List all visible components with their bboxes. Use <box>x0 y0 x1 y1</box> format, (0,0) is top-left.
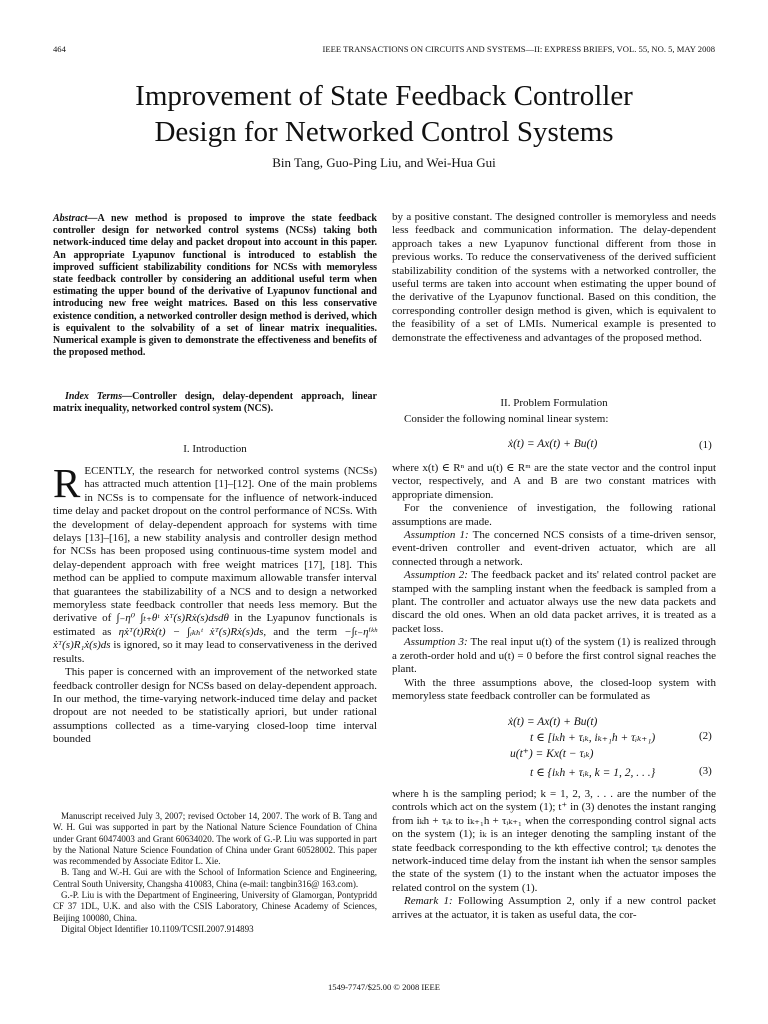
equation-2-number: (2) <box>699 730 712 742</box>
section-heading-introduction: I. Introduction <box>183 443 247 455</box>
footnote-manuscript: Manuscript received July 3, 2007; revised October 14, 2007. The work of B. Tang and W. H. Gui was supported in part by the National Nature Science Foundation of China under Grant 60474003 and Grant 60634020. The work of G.-P. Liu was supported in part by the National Nature Science Foundation of China under Grant 60528002. This paper was recommended by Associate Editor L. Xie. <box>53 811 377 867</box>
index-terms <box>53 391 377 415</box>
index-terms-text: Controller design, delay-dependent approach, linear matrix inequality, networked control system (NCS). <box>53 391 377 415</box>
right-para-definitions <box>392 788 716 922</box>
footnote-affiliation-1: B. Tang and W.-H. Gui are with the School of Information Science and Engineering, Central South University, Changsha 410083, China (e-mail: tangbin316@ 163.com). <box>53 867 377 889</box>
abstract-text: A new method is proposed to improve the state feedback controller design for networked control systems (NCSs) taking both network-induced time delay and packet dropout into account in this paper. An appropriate Lyapunov functional is introduced to establish the improved sufficient stabilizability conditions for NCSs with memoryless state feedback controller by considering an additional useful term when estimating the upper bound of the derivative of Lyapunov functional and introducing new free weight matrices. Based on this less conservative existence condition, a networked controller design method is derived, which is equivalent to the solvability of a set of linear matrix inequalities. Numerical example is given to demonstrate the effectiveness and benefits of the proposed method. <box>53 213 377 359</box>
authors: Bin Tang, Guo-Ping Liu, and Wei-Hua Gui <box>272 155 496 170</box>
assumption-2 <box>392 569 716 636</box>
remark-1 <box>392 895 716 922</box>
consider-text: Consider the following nominal linear system: <box>404 413 609 425</box>
right-para-4: With the three assumptions above, the closed-loop system with memoryless state feedback controller can be formulated as <box>392 676 716 702</box>
assumption-1 <box>392 529 716 569</box>
right-para-1-text: by a positive constant. The designed controller is memoryless and needs less feedback and communication information. The delay-dependent approach takes a new Lyapunov functional different from those in previous works. To reduce the conservativeness of the derived sufficient stabilizability condition of the systems with a networked controller, the useful terms are taken into account when estimating the upper bound of the derivative of the Lyapunov functional. Based on this condition, the corresponding controller design method is given, which is equivalent to the feasibility of a set of LMIs. Numerical example is presented to demonstrate the effectiveness and advantages of the proposed method. <box>392 211 716 344</box>
footnote-doi: Digital Object Identifier 10.1109/TCSII.2007.914893 <box>61 923 254 934</box>
title-line-2: Design for Networked Control Systems <box>154 116 614 148</box>
assumption-3-text: The real input u(t) of the system (1) is realized through a zeroth-order hold and u(t) = 0 before the first control signal reaches the plant. <box>392 636 716 676</box>
assumption-3 <box>392 636 716 676</box>
equation-3b: t ∈ {iₖh + τᵢₖ, k = 1, 2, . . .} <box>530 767 656 779</box>
right-para-3: For the convenience of investigation, the following rational assumptions are made. <box>392 502 716 528</box>
title-line-1: Improvement of State Feedback Controller <box>135 80 633 112</box>
copyright-footer: 1549-7747/$25.00 © 2008 IEEE <box>327 982 441 992</box>
assumption-1-label: Assumption 1: <box>404 529 469 542</box>
section-heading-problem-formulation: II. Problem Formulation <box>500 397 608 409</box>
estimate-expression-2: −∫ₜ₋ηⁱᵏʰ ẋᵀ(s)R₁ẋ(s)ds <box>53 625 377 652</box>
estimate-expression-1: ηẋᵀ(t)Rẋ(t) − ∫ᵢₖₕᵗ ẋᵀ(s)Rẋ(s)ds <box>118 625 264 638</box>
footnotes <box>53 811 377 935</box>
intro-para-1b: in the Lyapunov functionals is estimated as <box>53 612 377 638</box>
index-terms-label: Index Terms— <box>65 391 133 402</box>
right-para-2: where x(t) ∈ Rⁿ and u(t) ∈ Rᵐ are the state vector and the control input vector, respectively, and A and B are two constant matrices with appropriate dimension. <box>392 462 716 501</box>
consider-line <box>392 413 716 426</box>
assumption-1-text: The concerned NCS consists of a time-driven sensor, event-driven controller and event-driven actuator, which are all connected through a network. <box>392 529 717 568</box>
abstract <box>53 213 377 359</box>
equation-2a: ẋ(t) = Ax(t) + Bu(t) <box>508 716 598 728</box>
right-para-assumptions <box>392 462 716 703</box>
integral-expression-1: ∫₋η⁰ ∫ₜ₊θᵗ ẋᵀ(s)Rẋ(s)dsdθ <box>116 612 229 625</box>
assumption-3-label: Assumption 3: <box>404 636 468 649</box>
footnote-affiliation-2: G.-P. Liu is with the Department of Engineering, University of Glamorgan, Pontypridd CF 37 1DL, U.K. and also with the CSIS Laboratory, Chinese Academy of Sciences, Beijing 100080, China. <box>53 890 377 923</box>
equation-1-number: (1) <box>699 439 712 451</box>
journal-header: IEEE TRANSACTIONS ON CIRCUITS AND SYSTEMS—II: EXPRESS BRIEFS, VOL. 55, NO. 5, MAY 2008 <box>322 44 715 54</box>
page-number: 464 <box>53 44 66 54</box>
right-para-1 <box>392 211 716 345</box>
remark-1-label: Remark 1: <box>404 895 453 908</box>
assumption-2-label: Assumption 2: <box>404 569 468 582</box>
intro-para-1d: is ignored, so it may lead to conservativeness in the derived results. <box>53 639 377 665</box>
equation-3a: u(t⁺) = Kx(t − τᵢₖ) <box>510 748 594 760</box>
right-para-5: where h is the sampling period; k = 1, 2, 3, . . . are the number of the controls which act on the system (1); t⁺ in (3) denotes the instant ranging from iₖh + τᵢₖ to iₖ₊₁h + τᵢₖ₊₁ when the corresponding control signal acts on the system (1); iₖ is an integer denoting the sampling instant of the state feedback corresponding to the kth effective control; τᵢₖ denotes the network-induced time delay from the instant iₖh when the sensor samples the state of the system (1) to the instant when the actuator imposes the related control on the system (1). <box>392 788 716 894</box>
drop-cap: R <box>53 460 81 506</box>
assumption-2-text: The feedback packet and its' related control packet are stamped with the sampling instant when the feedback is sampled from a plant. The controller and actuator always use the new data packets and discard the old ones. When an old data packet arrives, it is treated as a packet loss. <box>392 569 716 635</box>
introduction-text <box>53 460 377 747</box>
intro-para-2: This paper is concerned with an improvement of the networked state feedback controller design for NCSs based on delay-dependent approach. In our method, the time-varying network-induced time delay and packet dropout are not needed to be statistically apriori, but under rational assumptions collected as a time-varying closed-loop time interval bounded <box>53 666 377 746</box>
equation-1: ẋ(t) = Ax(t) + Bu(t) <box>508 438 598 450</box>
remark-1-text: Following Assumption 2, only if a new control packet arrives at the actuator, it is taken as useful data, the cor- <box>392 895 716 921</box>
paper-title <box>40 78 728 150</box>
intro-para-1a: ECENTLY, the research for networked control systems (NCSs) has attracted much attention [1]–[12]. One of the main problems in NCSs is to compensate for the influence of network-induced time delay and packet dropout on the control performance of NCSs. With the development of delay-dependent approach for systems with time delays [13]–[16], a new stability analysis and controller design method for NCSs has been proposed using continuous-time system model and delay-dependent approach with free weight matrices [17], [18]. This method can be applied to compute maximum allowable transfer interval that guarantees the stabilizability of a NCS and to design a networked memoryless state feedback controller that needs less memory. But the derivative of <box>53 465 377 625</box>
equation-3-number: (3) <box>699 765 712 777</box>
equation-2b: t ∈ [iₖh + τᵢₖ, iₖ₊₁h + τᵢₖ₊₁) <box>530 732 656 744</box>
abstract-label: Abstract— <box>53 213 98 224</box>
intro-para-1c: , and the term <box>263 625 345 638</box>
